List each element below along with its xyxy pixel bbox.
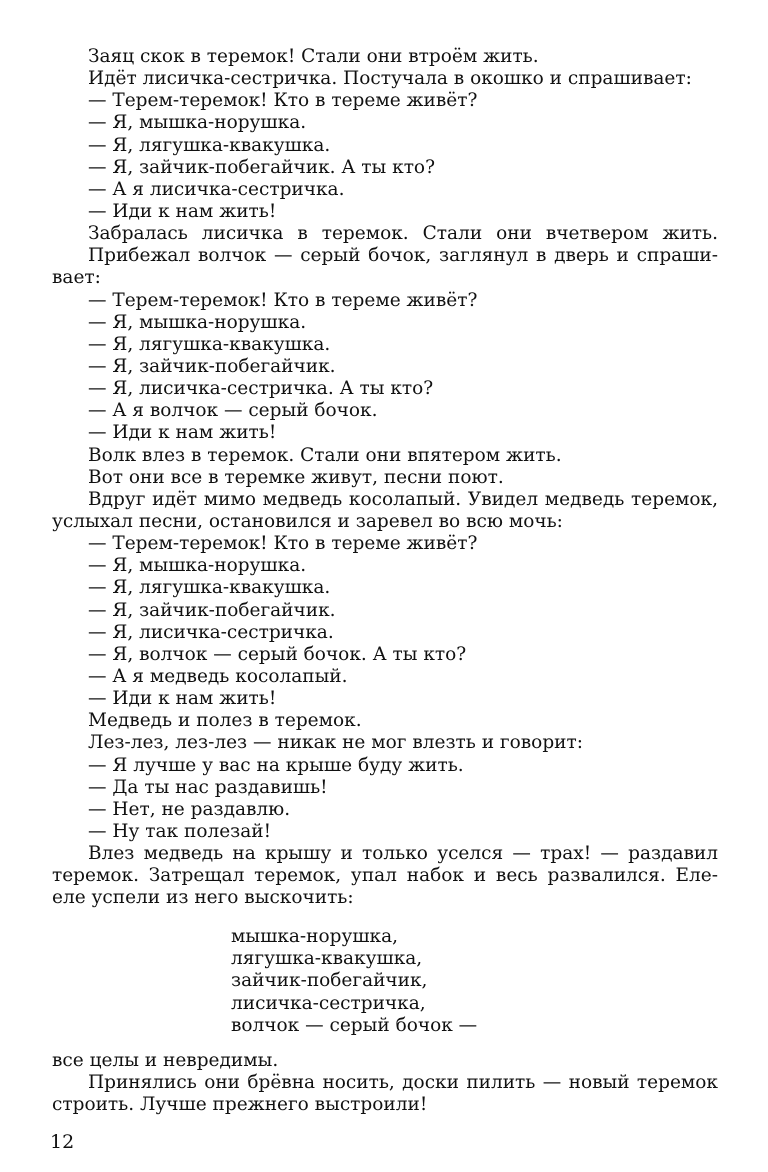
verse-line: лягушка-квакушка, [231, 948, 423, 970]
text-line: — Я, мышка-норушка. [88, 311, 307, 333]
verse-line: лисичка-сестричка, [231, 992, 426, 1014]
text-line: — Нет, не раздавлю. [88, 798, 291, 820]
text-line: Вот они все в теремке живут, песни поют. [88, 466, 504, 488]
verse-line: зайчик-побегайчик, [231, 970, 428, 992]
text-line: — Иди к нам жить! [88, 200, 277, 222]
text-line: строить. Лучше прежнего выстроили! [52, 1094, 428, 1116]
text-line: вает: [52, 267, 101, 289]
text-line: — Иди к нам жить! [88, 422, 277, 444]
text-line: Влез медведь на крышу и только уселся — трах! — раздавил [88, 843, 718, 865]
text-line: — Я, лягушка-квакушка. [88, 134, 331, 156]
text-line: Волк влез в теремок. Стали они впятером жить. [88, 444, 562, 466]
story-ending [52, 1050, 718, 1116]
text-line: — А я лисичка-сестричка. [88, 178, 345, 200]
text-line: — Я лучше у вас на крыше буду жить. [88, 754, 464, 776]
text-line: Прибежал волчок — серый бочок, заглянул в дверь и спраши- [88, 245, 718, 267]
text-line: — Я, лягушка-квакушка. [88, 333, 331, 355]
text-line: все целы и невредимы. [52, 1050, 279, 1071]
text-line: Заяц скок в теремок! Стали они втроём жить. [88, 46, 539, 67]
text-line: — Терем-теремок! Кто в тереме живёт? [88, 90, 478, 112]
text-line: услыхал песни, остановился и заревел во всю мочь: [52, 510, 563, 532]
text-line: еле успели из него выскочить: [52, 887, 354, 909]
text-line: — Я, лягушка-квакушка. [88, 577, 331, 599]
text-line: Идёт лисичка-сестричка. Постучала в окошко и спрашивает: [88, 68, 692, 90]
story-text [52, 46, 718, 909]
text-line: Забралась лисичка в теремок. Стали они вчетвером жить. [88, 223, 718, 245]
text-line: — Я, волчок — серый бочок. А ты кто? [88, 643, 467, 665]
text-line: — Терем-теремок! Кто в тереме живёт? [88, 289, 478, 311]
text-line: Медведь и полез в теремок. [88, 710, 362, 732]
text-line: — Я, зайчик-побегайчик. [88, 355, 336, 377]
text-line: — Терем-теремок! Кто в тереме живёт? [88, 533, 478, 555]
text-line: — А я медведь косолапый. [88, 665, 348, 687]
text-line: теремок. Затрещал теремок, упал набок и весь развалился. Еле- [52, 865, 718, 887]
verse-line: волчок — серый бочок — [231, 1014, 478, 1036]
animal-list-verse [231, 926, 477, 1037]
text-line: Лез-лез, лез-лез — никак не мог влезть и говорит: [88, 732, 583, 754]
text-line: — Я, мышка-норушка. [88, 555, 307, 577]
text-line: — Я, лисичка-сестричка. [88, 621, 334, 643]
text-line: — Да ты нас раздавишь! [88, 776, 328, 798]
text-line: — А я волчок — серый бочок. [88, 400, 378, 422]
text-line: — Я, зайчик-побегайчик. А ты кто? [88, 156, 435, 178]
page-number: 12 [50, 1131, 75, 1153]
text-line: — Я, мышка-норушка. [88, 112, 307, 134]
verse-line: мышка-норушка, [231, 926, 399, 947]
text-line: — Ну так полезай! [88, 820, 272, 842]
text-line: Вдруг идёт мимо медведь косолапый. Увидел медведь теремок, [88, 488, 718, 510]
text-line: Принялись они брёвна носить, доски пилить — новый теремок [88, 1072, 718, 1094]
text-line: — Иди к нам жить! [88, 688, 277, 710]
text-line: — Я, зайчик-побегайчик. [88, 599, 336, 621]
text-line: — Я, лисичка-сестричка. А ты кто? [88, 378, 434, 400]
